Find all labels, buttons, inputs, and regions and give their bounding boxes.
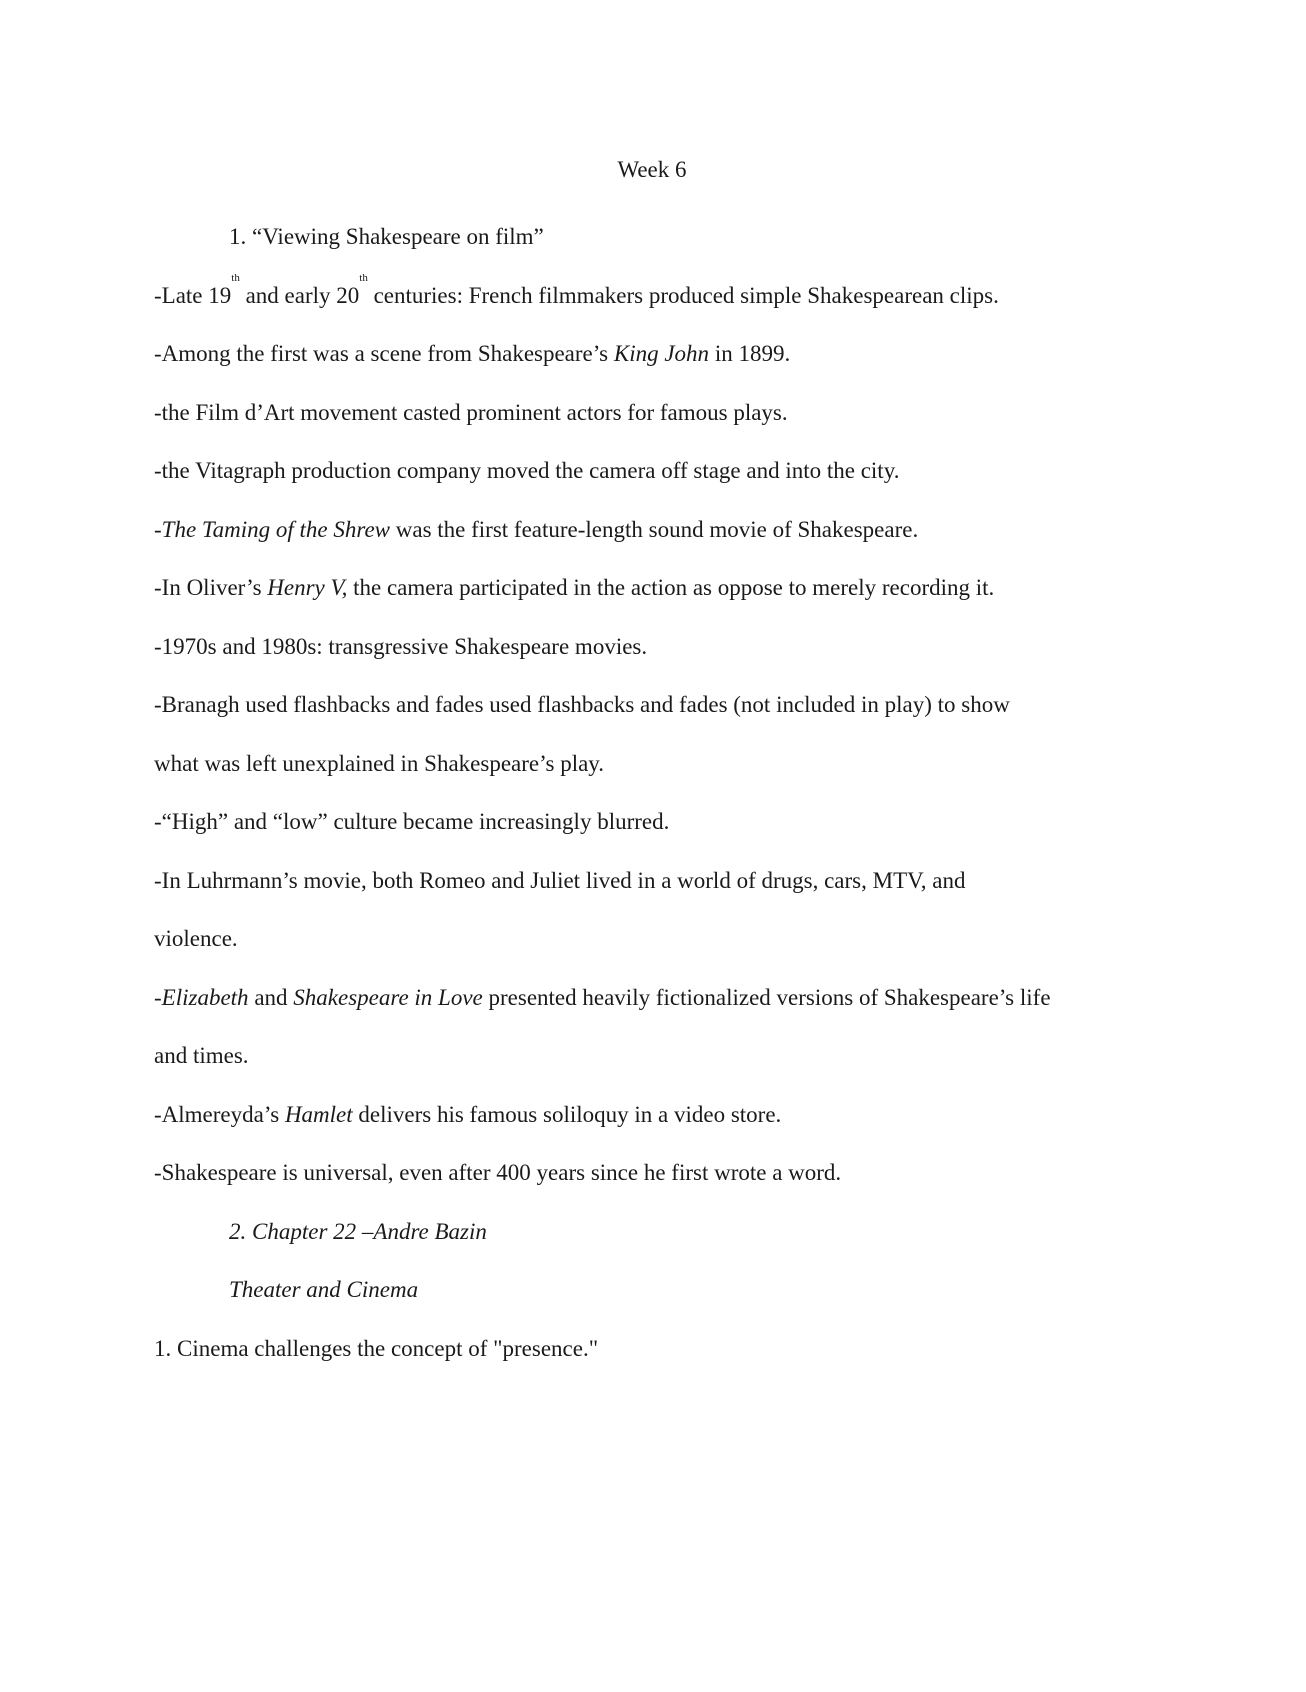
section-heading-2: 2. Chapter 22 –Andre Bazin <box>229 1218 487 1244</box>
superscript: th <box>231 271 240 284</box>
film-title: Shakespeare in Love <box>293 984 483 1010</box>
note-line: -“High” and “low” culture became increasingly blurred. <box>154 809 670 834</box>
note-line: -Shakespeare is universal, even after 400 years since he first wrote a word. <box>154 1160 842 1185</box>
note-line: -Among the first was a scene from Shakespeare’s King John in 1899. <box>154 341 791 366</box>
film-title: King John <box>613 341 710 366</box>
note-line-continued: what was left unexplained in Shakespeare’s play. <box>154 750 605 776</box>
film-title: Hamlet <box>284 1101 353 1127</box>
page-title: Week 6 <box>617 157 687 182</box>
film-title: The Taming of the Shrew <box>161 516 390 542</box>
note-line: -The Taming of the Shrew was the first feature-length sound movie of Shakespeare. <box>154 516 919 542</box>
note-line: -Almereyda’s Hamlet delivers his famous soliloquy in a video store. <box>154 1101 782 1127</box>
section-heading-1: 1. “Viewing Shakespeare on film” <box>229 224 544 249</box>
note-line: -Elizabeth and Shakespeare in Love presented heavily fictionalized versions of Shakespeare’s life <box>154 984 1051 1010</box>
note-line-continued: and times. <box>154 1043 249 1068</box>
note-line: -the Film d’Art movement casted prominent actors for famous plays. <box>154 399 788 425</box>
section-subheading-2: Theater and Cinema <box>229 1277 419 1302</box>
film-title: Elizabeth <box>161 984 249 1010</box>
note-line-continued: violence. <box>154 926 238 951</box>
note-line: 1. Cinema challenges the concept of "presence." <box>154 1335 599 1361</box>
superscript: th <box>359 271 368 284</box>
note-line: -the Vitagraph production company moved the camera off stage and into the city. <box>154 458 900 483</box>
note-line: -In Oliver’s Henry V, the camera participated in the action as oppose to merely recording it. <box>154 575 995 600</box>
note-line: -Late 19th and early 20th centuries: French filmmakers produced simple Shakespearean clips. <box>154 271 999 308</box>
film-title: Henry V, <box>267 575 348 600</box>
note-line: -In Luhrmann’s movie, both Romeo and Juliet lived in a world of drugs, cars, MTV, and <box>154 867 966 893</box>
note-line: -1970s and 1980s: transgressive Shakespeare movies. <box>154 633 648 659</box>
note-line: -Branagh used flashbacks and fades used flashbacks and fades (not included in play) to show <box>154 692 1010 717</box>
document-body <box>154 150 1164 1378</box>
